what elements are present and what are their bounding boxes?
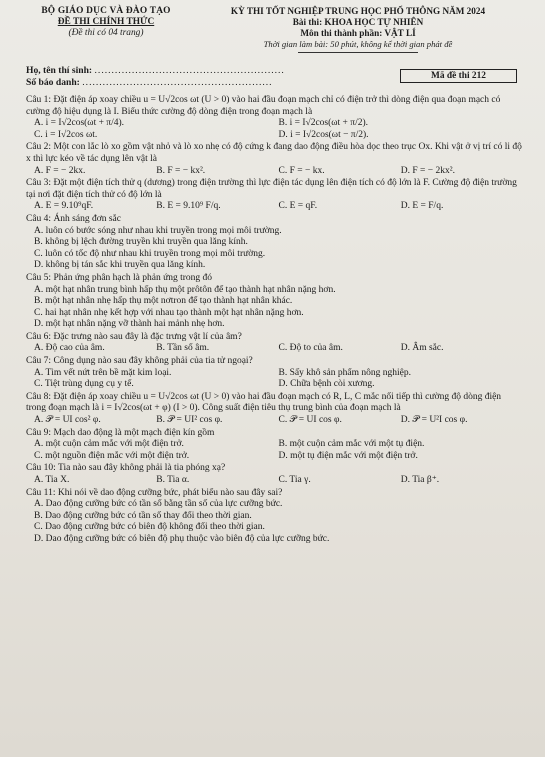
question-11 [26,488,523,546]
option-d[interactable]: D. Chữa bệnh còi xương. [278,379,375,390]
option-b[interactable]: B. Tần số âm. [156,343,210,354]
option-d[interactable]: D. một hạt nhân nặng vỡ thành hai mảnh nhẹ hơn. [34,319,225,330]
candidate-name-label: Họ, tên thí sinh: [26,65,93,76]
official-label: ĐỀ THI CHÍNH THỨC [57,17,155,27]
header-right [193,6,523,53]
option-d[interactable]: D. i = I√2cos(ωt − π/2). [278,129,369,140]
question-1 [26,95,523,141]
question-stem: Câu 5: Phản ứng phân hạch là phản ứng trong đó [26,272,213,283]
question-4 [26,214,523,272]
option-c[interactable]: C. luôn có tốc độ như nhau khi truyền trong mọi môi trường. [34,248,266,259]
time-limit: Thời gian làm bài: 50 phút, không kể thời gian phát đề [263,39,453,49]
option-a[interactable]: A. luôn có bước sóng như nhau khi truyền trong mọi môi trường. [34,225,282,236]
candidate-id-label: Số báo danh: [26,77,80,88]
option-c[interactable]: C. F = − kx. [278,165,325,176]
question-stem: Câu 7: Công dụng nào sau đây không phải của tia tử ngoại? [26,356,253,367]
option-b[interactable]: B. một hạt nhân nhẹ hấp thụ một nơtron để tạo thành hạt nhân khác. [34,296,293,307]
option-c[interactable]: C. hai hạt nhân nhẹ kết hợp với nhau tạo thành một hạt nhân nặng hơn. [34,307,304,318]
option-a[interactable]: A. một hạt nhân trung bình hấp thụ một prôtôn để tạo thành hạt nhân nặng hơn. [34,284,336,295]
page-count: (Đề thi có 04 trang) [68,28,144,38]
question-stem: Câu 2: Một con lắc lò xo gồm vật nhỏ và lò xo nhẹ có độ cứng k đang dao động điều hòa dọc theo trục Ox. Khi vật ở vị trí có li độ x thì lực kéo về tác dụng lên vật là [26,142,522,164]
question-2 [26,142,523,177]
option-a[interactable]: A. i = I√2cos(ωt + π/4). [34,118,125,129]
subject-label: Bài thi: KHOA HỌC TỰ NHIÊN [292,17,424,27]
question-5 [26,273,523,331]
question-stem: Câu 11: Khi nói về dao động cưỡng bức, phát biểu nào sau đây sai? [26,487,283,498]
exam-title: KỲ THI TỐT NGHIỆP TRUNG HỌC PHỔ THÔNG NĂM 2024 [230,6,486,16]
option-c[interactable]: C. Dao động cưỡng bức có biên độ không đổi theo thời gian. [34,522,265,533]
option-b[interactable]: B. một cuộn cảm mắc với một tụ điện. [278,439,425,450]
option-d[interactable]: D. F = − 2kx². [400,165,455,176]
question-10 [26,463,523,486]
option-d[interactable]: D. một tụ điện mắc với một điện trở. [278,450,418,461]
candidate-name-dots: ........................................................ [94,65,285,76]
option-c[interactable]: C. Tia γ. [278,475,311,485]
option-d[interactable]: D. Tia β⁺. [400,475,440,485]
question-stem: Câu 9: Mạch dao động là một mạch điện kín gồm [26,427,215,438]
option-a[interactable]: A. E = 9.10⁹qF. [34,201,94,212]
option-a[interactable]: A. Tìm vết nứt trên bề mặt kim loại. [34,367,172,378]
option-d[interactable]: D. không bị tán sắc khi truyền qua lăng kính. [34,260,206,271]
question-stem: Câu 6: Đặc trưng nào sau đây là đặc trưng vật lí của âm? [26,331,242,342]
question-stem: Câu 3: Đặt một điện tích thử q (dương) trong điện trường thì lực điện tác dụng lên điện tích có độ lớn là F. Cường độ điện trường tại nơi đặt điện tích thử có độ lớn là [26,178,517,200]
candidate-info [26,65,523,89]
ministry-name: BỘ GIÁO DỤC VÀ ĐÀO TẠO [41,6,171,16]
subject-part: Môn thi thành phần: VẬT LÍ [300,28,416,38]
candidate-name-line[interactable] [26,65,285,77]
question-list [26,95,523,546]
question-stem: Câu 10: Tia nào sau đây không phải là tia phóng xạ? [26,463,226,474]
option-a[interactable]: A. Dao động cưỡng bức có tần số bằng tần số của lực cưỡng bức. [34,499,283,510]
exam-code-box: Mã đề thi 212 [400,69,517,83]
option-b[interactable]: B. i = I√2cos(ωt + π/2). [278,118,369,129]
option-a[interactable]: A. một cuộn cảm mắc với một điện trở. [34,439,184,450]
option-c[interactable]: C. 𝒫 = UI cos φ. [278,415,342,426]
option-b[interactable]: B. Dao động cưỡng bức có tần số thay đổi theo thời gian. [34,510,252,521]
option-a[interactable]: A. 𝒫 = UI cos² φ. [34,415,101,426]
option-a[interactable]: A. Tia X. [34,475,70,485]
option-d[interactable]: D. 𝒫 = U²I cos φ. [400,415,468,426]
header-left [26,6,186,53]
option-c[interactable]: C. Độ to của âm. [278,343,343,354]
option-b[interactable]: B. không bị lệch đường truyền khi truyền qua lăng kính. [34,237,248,248]
question-stem: Câu 4: Ánh sáng đơn sắc [26,213,121,224]
option-d[interactable]: D. Âm sắc. [400,343,444,354]
option-b[interactable]: B. Sấy khô sản phẩm nông nghiệp. [278,367,411,378]
option-b[interactable]: B. 𝒫 = UI² cos φ. [156,415,223,426]
question-9 [26,428,523,463]
option-a[interactable]: A. Độ cao của âm. [34,343,105,354]
header-rule [298,52,418,53]
question-stem: Câu 1: Đặt điện áp xoay chiều u = U√2cos ωt (U > 0) vào hai đầu đoạn mạch chỉ có điện trở thì dòng điện qua đoạn mạch có cường độ hiệu dụng là I. Biểu thức cường độ dòng điện trong đoạn mạch là [26,95,501,117]
option-a[interactable]: A. F = − 2kx. [34,165,86,176]
option-c[interactable]: C. Tiệt trùng dụng cụ y tế. [34,379,134,390]
question-7 [26,356,523,391]
option-b[interactable]: B. E = 9.10⁹ F/q. [156,201,221,212]
exam-header [26,6,523,53]
option-b[interactable]: B. F = − kx². [156,165,206,176]
option-d[interactable]: D. Dao động cưỡng bức có biên độ phụ thuộc vào biên độ của lực cưỡng bức. [34,533,330,544]
option-c[interactable]: C. E = qF. [278,201,318,212]
option-c[interactable]: C. i = I√2cos ωt. [34,129,98,140]
candidate-id-dots: ........................................................ [82,77,273,88]
candidate-id-line[interactable] [26,77,285,89]
option-b[interactable]: B. Tia α. [156,475,190,485]
option-d[interactable]: D. E = F/q. [400,201,444,212]
option-c[interactable]: C. một nguồn điện mắc với một điện trở. [34,450,190,461]
question-stem: Câu 8: Đặt điện áp xoay chiều u = U√2cos ωt (U > 0) vào hai đầu đoạn mạch có R, L, C mắc nối tiếp thì cường độ dòng điện trong đoạn mạch là i = I√2cos(ωt + φ) (I > 0). Công suất điện tiêu thụ trung bình của đoạn mạch là [26,391,502,414]
question-6 [26,332,523,355]
question-8 [26,392,523,427]
question-3 [26,178,523,213]
